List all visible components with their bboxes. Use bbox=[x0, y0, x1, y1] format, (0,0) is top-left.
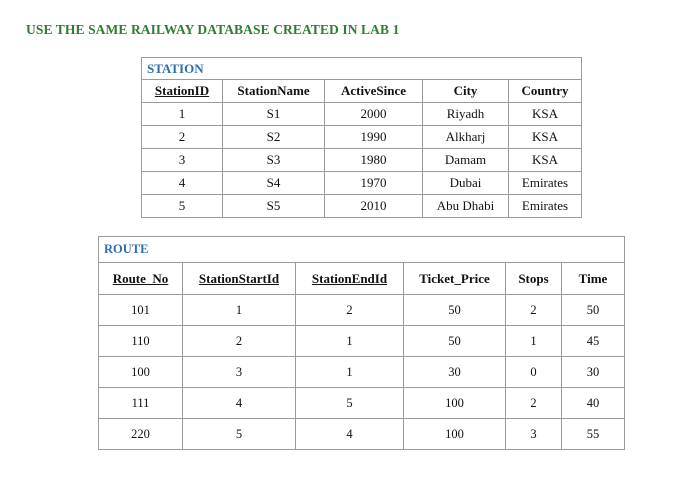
table-cell: 30 bbox=[404, 357, 506, 388]
column-header-stationid: StationID bbox=[142, 80, 223, 103]
table-cell: 1 bbox=[296, 357, 404, 388]
table-cell: Dubai bbox=[423, 172, 509, 195]
table-cell: KSA bbox=[509, 126, 582, 149]
table-cell: 2 bbox=[183, 326, 296, 357]
table-row bbox=[142, 172, 582, 195]
table-cell: 2 bbox=[506, 388, 562, 419]
station-title-row bbox=[142, 58, 582, 80]
table-cell: 101 bbox=[99, 295, 183, 326]
table-cell: 2010 bbox=[325, 195, 423, 218]
table-cell: 3 bbox=[506, 419, 562, 450]
table-cell: 100 bbox=[404, 388, 506, 419]
column-header-city: City bbox=[423, 80, 509, 103]
column-header-ticket-price: Ticket_Price bbox=[404, 263, 506, 295]
table-cell: 50 bbox=[562, 295, 625, 326]
table-cell: 3 bbox=[142, 149, 223, 172]
table-cell: 5 bbox=[296, 388, 404, 419]
table-cell: 30 bbox=[562, 357, 625, 388]
route-title-row bbox=[99, 237, 625, 263]
table-row bbox=[99, 326, 625, 357]
table-cell: 1 bbox=[183, 295, 296, 326]
table-cell: 3 bbox=[183, 357, 296, 388]
route-table bbox=[98, 236, 625, 450]
table-cell: 40 bbox=[562, 388, 625, 419]
table-cell: 100 bbox=[99, 357, 183, 388]
table-row bbox=[142, 149, 582, 172]
table-cell: 110 bbox=[99, 326, 183, 357]
column-header-route-no: Route_No bbox=[99, 263, 183, 295]
table-cell: 111 bbox=[99, 388, 183, 419]
table-cell: 2 bbox=[296, 295, 404, 326]
table-cell: 2000 bbox=[325, 103, 423, 126]
route-table-title: ROUTE bbox=[99, 237, 625, 263]
table-row bbox=[142, 195, 582, 218]
station-table-title: STATION bbox=[142, 58, 582, 80]
table-cell: 0 bbox=[506, 357, 562, 388]
table-cell: 1 bbox=[142, 103, 223, 126]
table-cell: 45 bbox=[562, 326, 625, 357]
station-header-row bbox=[142, 80, 582, 103]
table-cell: 100 bbox=[404, 419, 506, 450]
table-cell: S1 bbox=[223, 103, 325, 126]
table-cell: Emirates bbox=[509, 172, 582, 195]
table-row bbox=[99, 388, 625, 419]
table-cell: KSA bbox=[509, 149, 582, 172]
table-cell: S4 bbox=[223, 172, 325, 195]
table-row bbox=[99, 357, 625, 388]
table-row bbox=[142, 103, 582, 126]
table-cell: 50 bbox=[404, 295, 506, 326]
table-cell: 220 bbox=[99, 419, 183, 450]
table-cell: KSA bbox=[509, 103, 582, 126]
table-cell: 5 bbox=[183, 419, 296, 450]
column-header-stationname: StationName bbox=[223, 80, 325, 103]
table-cell: Riyadh bbox=[423, 103, 509, 126]
table-cell: 1980 bbox=[325, 149, 423, 172]
table-cell: 4 bbox=[142, 172, 223, 195]
column-header-activesince: ActiveSince bbox=[325, 80, 423, 103]
table-row bbox=[99, 419, 625, 450]
table-cell: S5 bbox=[223, 195, 325, 218]
table-cell: 4 bbox=[183, 388, 296, 419]
table-cell: 4 bbox=[296, 419, 404, 450]
table-cell: Damam bbox=[423, 149, 509, 172]
column-header-station-start-id: StationStartId bbox=[183, 263, 296, 295]
table-cell: 55 bbox=[562, 419, 625, 450]
table-cell: 5 bbox=[142, 195, 223, 218]
table-cell: S3 bbox=[223, 149, 325, 172]
table-cell: 50 bbox=[404, 326, 506, 357]
column-header-stops: Stops bbox=[506, 263, 562, 295]
table-cell: 2 bbox=[142, 126, 223, 149]
table-cell: 2 bbox=[506, 295, 562, 326]
table-row bbox=[99, 295, 625, 326]
table-cell: 1990 bbox=[325, 126, 423, 149]
table-cell: Abu Dhabi bbox=[423, 195, 509, 218]
page-heading: USE THE SAME RAILWAY DATABASE CREATED IN LAB 1 bbox=[26, 22, 400, 37]
column-header-country: Country bbox=[509, 80, 582, 103]
table-cell: 1 bbox=[296, 326, 404, 357]
station-table bbox=[141, 57, 582, 218]
table-cell: 1 bbox=[506, 326, 562, 357]
table-cell: 1970 bbox=[325, 172, 423, 195]
table-cell: S2 bbox=[223, 126, 325, 149]
column-header-station-end-id: StationEndId bbox=[296, 263, 404, 295]
table-cell: Alkharj bbox=[423, 126, 509, 149]
route-header-row bbox=[99, 263, 625, 295]
column-header-time: Time bbox=[562, 263, 625, 295]
table-cell: Emirates bbox=[509, 195, 582, 218]
table-row bbox=[142, 126, 582, 149]
